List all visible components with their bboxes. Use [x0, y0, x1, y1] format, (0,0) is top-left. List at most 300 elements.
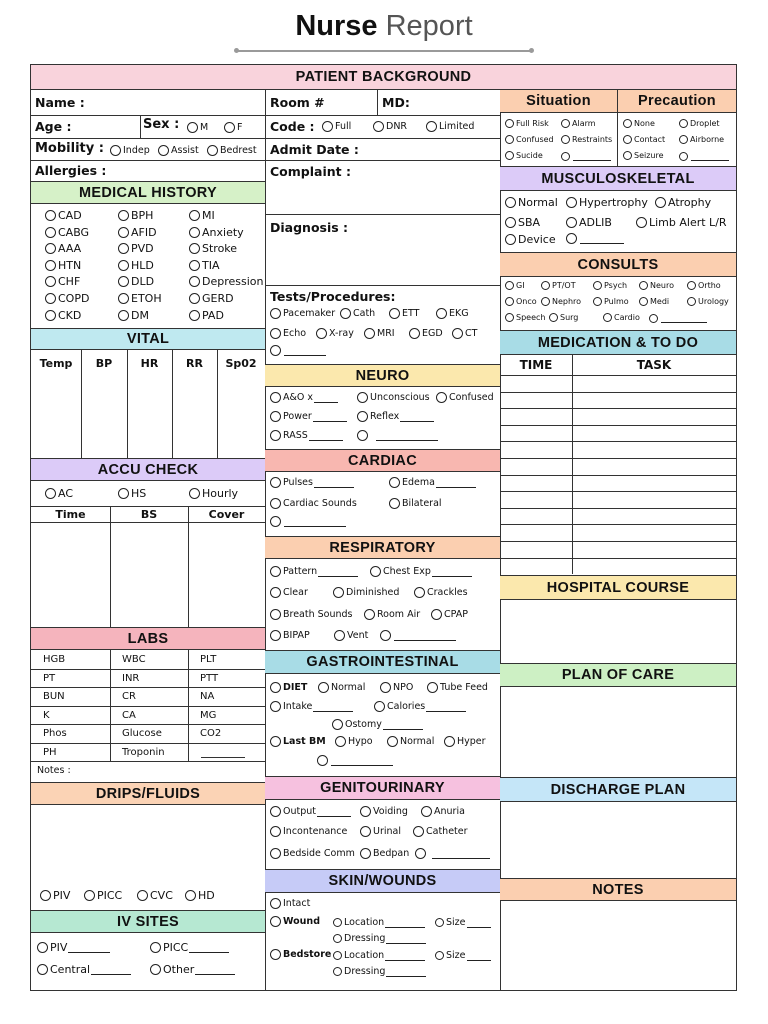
- vital-col-hr: HR: [140, 357, 159, 370]
- radio-icon: [603, 313, 612, 322]
- labs-header: LABS: [31, 627, 265, 650]
- neuro-confused[interactable]: Confused: [436, 392, 494, 403]
- radio-icon: [687, 281, 696, 290]
- title-divider: [236, 50, 532, 52]
- resp-breath[interactable]: Breath Sounds: [270, 609, 353, 620]
- radio-icon: [431, 609, 442, 620]
- radio-icon: [270, 328, 281, 339]
- musculo-sba[interactable]: SBA: [505, 216, 540, 229]
- lab-cell[interactable]: PT: [43, 672, 56, 684]
- musculo-device[interactable]: Device: [505, 233, 556, 246]
- lab-cell[interactable]: K: [43, 709, 50, 721]
- radio-icon: [189, 276, 200, 287]
- age-label[interactable]: Age :: [35, 119, 72, 134]
- code-dnr[interactable]: DNR: [373, 121, 407, 132]
- resp-room-air[interactable]: Room Air: [364, 609, 420, 620]
- medical-history-pvd[interactable]: PVD: [118, 242, 154, 255]
- lab-cell[interactable]: CA: [122, 709, 136, 721]
- gastro-normal[interactable]: Normal: [318, 682, 365, 693]
- medical-history-ckd[interactable]: CKD: [45, 309, 81, 322]
- resp-other[interactable]: [380, 630, 456, 641]
- genito-bedpan[interactable]: Bedpan: [360, 848, 409, 859]
- cardiac-edema[interactable]: Edema: [389, 477, 476, 488]
- radio-icon: [45, 227, 56, 238]
- radio-icon: [335, 736, 346, 747]
- radio-icon: [118, 227, 129, 238]
- vital-col-temp: Temp: [39, 357, 73, 370]
- consult-neuro[interactable]: Neuro: [639, 281, 674, 290]
- radio-icon: [150, 942, 161, 953]
- room-label[interactable]: Room #: [270, 95, 325, 110]
- gastro-tube[interactable]: Tube Feed: [427, 682, 488, 693]
- gastro-intake[interactable]: Intake: [270, 701, 353, 712]
- consult-other[interactable]: [649, 313, 707, 323]
- radio-icon: [189, 488, 200, 499]
- accu-col-time: Time: [55, 508, 86, 521]
- precaution-none[interactable]: None: [623, 119, 655, 128]
- radio-icon: [270, 630, 281, 641]
- radio-icon: [158, 145, 169, 156]
- test-pacemaker[interactable]: Pacemaker: [270, 308, 335, 319]
- neuro-power[interactable]: Power: [270, 411, 347, 422]
- test-mri[interactable]: MRI: [364, 328, 395, 339]
- consult-pulmo[interactable]: Pulmo: [593, 297, 629, 306]
- radio-icon: [270, 898, 281, 909]
- consult-gi[interactable]: GI: [505, 281, 525, 290]
- radio-icon: [566, 233, 577, 244]
- hospital-course-header: HOSPITAL COURSE: [500, 575, 736, 600]
- radio-icon: [380, 682, 391, 693]
- cardiac-header: CARDIAC: [265, 449, 500, 472]
- resp-chest[interactable]: Chest Exp: [370, 566, 472, 577]
- lab-cell[interactable]: Glucose: [122, 728, 162, 739]
- vital-col-rr: RR: [186, 357, 203, 370]
- hospital-course-area[interactable]: [500, 600, 736, 663]
- test-xray[interactable]: X-ray: [316, 328, 354, 339]
- radio-icon: [270, 516, 281, 527]
- radio-icon: [270, 308, 281, 319]
- radio-icon: [187, 122, 198, 133]
- sex-option-f[interactable]: F: [224, 122, 242, 133]
- radio-icon: [118, 210, 129, 221]
- gastro-ostomy[interactable]: Ostomy: [332, 719, 423, 730]
- lab-cell[interactable]: BUN: [43, 691, 65, 702]
- consult-nephro[interactable]: Nephro: [541, 297, 581, 306]
- page-title: [0, 10, 768, 43]
- accu-hourly[interactable]: Hourly: [189, 487, 238, 500]
- situation-alarm[interactable]: Alarm: [561, 119, 596, 128]
- lab-cell[interactable]: INR: [122, 672, 140, 684]
- radio-icon: [360, 826, 371, 837]
- cardiac-other[interactable]: [270, 516, 346, 527]
- gastro-other[interactable]: [317, 755, 393, 766]
- gastro-last-bm[interactable]: Last BM: [270, 736, 326, 747]
- test-egd[interactable]: EGD: [409, 328, 443, 339]
- gastro-diet[interactable]: DIET: [270, 682, 307, 693]
- accu-ac[interactable]: AC: [45, 487, 73, 500]
- lab-cell[interactable]: PH: [43, 746, 57, 758]
- radio-icon: [45, 260, 56, 271]
- medical-history-stroke[interactable]: Stroke: [189, 242, 237, 255]
- lab-cell[interactable]: Troponin: [122, 746, 165, 758]
- radio-icon: [333, 934, 342, 943]
- radio-icon: [270, 587, 281, 598]
- radio-icon: [224, 122, 235, 133]
- consult-cardio[interactable]: Cardio: [603, 313, 640, 322]
- precaution-airborne[interactable]: Airborne: [679, 135, 724, 144]
- medical-history-copd[interactable]: COPD: [45, 292, 89, 305]
- genito-other[interactable]: [415, 848, 490, 859]
- notes-area[interactable]: [500, 901, 736, 990]
- lab-cell[interactable]: MG: [200, 709, 217, 721]
- radio-icon: [110, 145, 121, 156]
- tests-label: Tests/Procedures:: [270, 289, 396, 304]
- resp-clear[interactable]: Clear: [270, 587, 308, 598]
- situation-full-risk[interactable]: Full Risk: [505, 119, 549, 128]
- radio-icon: [333, 587, 344, 598]
- radio-icon: [189, 227, 200, 238]
- medical-history-hld[interactable]: HLD: [118, 259, 154, 272]
- consult-onco[interactable]: Onco: [505, 297, 537, 306]
- gastro-normal-bm[interactable]: Normal: [387, 736, 434, 747]
- radio-icon: [566, 217, 577, 228]
- mobility-assist[interactable]: Assist: [158, 145, 199, 156]
- code-label: Code :: [270, 119, 315, 134]
- musculo-limb-alert[interactable]: Limb Alert L/R: [636, 216, 727, 229]
- lab-cell[interactable]: NA: [200, 691, 215, 702]
- radio-icon: [505, 217, 516, 228]
- complaint-label[interactable]: Complaint :: [270, 164, 351, 179]
- consult-ptot[interactable]: PT/OT: [541, 281, 576, 290]
- musculo-adlib[interactable]: ADLIB: [566, 216, 612, 229]
- title-light: Report: [385, 10, 473, 42]
- lab-cell[interactable]: PTT: [200, 672, 219, 684]
- radio-icon: [415, 848, 426, 859]
- radio-icon: [639, 297, 648, 306]
- medical-history-chf[interactable]: CHF: [45, 275, 80, 288]
- lab-cell[interactable]: Phos: [43, 728, 67, 739]
- mobility-indep[interactable]: Indep: [110, 145, 150, 156]
- radio-icon: [505, 313, 514, 322]
- medication-col-task: TASK: [636, 358, 672, 372]
- resp-bipap[interactable]: BIPAP: [270, 630, 310, 641]
- medical-history-bph[interactable]: BPH: [118, 209, 153, 222]
- radio-icon: [357, 411, 368, 422]
- resp-vent[interactable]: Vent: [334, 630, 368, 641]
- patient-background-header: PATIENT BACKGROUND: [31, 65, 736, 90]
- medical-history-afid[interactable]: AFID: [118, 226, 157, 239]
- medical-history-dm[interactable]: DM: [118, 309, 149, 322]
- neuro-header: NEURO: [265, 364, 500, 387]
- radio-icon: [541, 297, 550, 306]
- medical-history-depression[interactable]: Depression: [189, 275, 264, 288]
- radio-icon: [427, 682, 438, 693]
- radio-icon: [387, 736, 398, 747]
- cardiac-sounds[interactable]: Cardiac Sounds: [270, 498, 357, 509]
- name-label[interactable]: Name :: [35, 95, 85, 110]
- neuro-ao[interactable]: A&O x: [270, 392, 338, 403]
- medical-history-etoh[interactable]: ETOH: [118, 292, 162, 305]
- situation-sucide[interactable]: Sucide: [505, 151, 543, 160]
- test-echo[interactable]: Echo: [270, 328, 306, 339]
- medical-history-tia[interactable]: TIA: [189, 259, 220, 272]
- drips-hd[interactable]: HD: [185, 889, 215, 902]
- wound-location[interactable]: Location: [333, 917, 425, 928]
- radio-icon: [270, 949, 281, 960]
- radio-icon: [322, 121, 333, 132]
- accu-col-bs: BS: [140, 508, 158, 521]
- precaution-contact[interactable]: Contact: [623, 135, 665, 144]
- genito-incontenance[interactable]: Incontenance: [270, 826, 347, 837]
- gastro-calories[interactable]: Calories: [374, 701, 466, 712]
- test-ct[interactable]: CT: [452, 328, 477, 339]
- radio-icon: [270, 477, 281, 488]
- radio-icon: [270, 609, 281, 620]
- radio-icon: [549, 313, 558, 322]
- radio-icon: [118, 260, 129, 271]
- wound-dressing[interactable]: Dressing: [333, 933, 426, 944]
- radio-icon: [318, 682, 329, 693]
- radio-icon: [426, 121, 437, 132]
- radio-icon: [270, 736, 281, 747]
- radio-icon: [40, 890, 51, 901]
- lab-cell[interactable]: CO2: [200, 728, 222, 739]
- genito-anuria[interactable]: Anuria: [421, 806, 465, 817]
- diagnosis-label[interactable]: Diagnosis :: [270, 220, 349, 235]
- medical-history-mi[interactable]: MI: [189, 209, 215, 222]
- radio-icon: [185, 890, 196, 901]
- consult-surg[interactable]: Surg: [549, 313, 578, 322]
- lab-cell[interactable]: CR: [122, 691, 136, 702]
- radio-icon: [270, 806, 281, 817]
- consult-medi[interactable]: Medi: [639, 297, 669, 306]
- radio-icon: [623, 119, 632, 128]
- resp-crackles[interactable]: Crackles: [414, 587, 468, 598]
- skin-header: SKIN/WOUNDS: [265, 869, 500, 893]
- radio-icon: [593, 297, 602, 306]
- code-limited[interactable]: Limited: [426, 121, 474, 132]
- radio-icon: [505, 297, 514, 306]
- radio-icon: [360, 848, 371, 859]
- genito-urinal[interactable]: Urinal: [360, 826, 401, 837]
- medical-history-pad[interactable]: PAD: [189, 309, 224, 322]
- consult-psych[interactable]: Psych: [593, 281, 627, 290]
- radio-icon: [413, 826, 424, 837]
- lab-cell[interactable]: PLT: [200, 654, 217, 665]
- precaution-droplet[interactable]: Droplet: [679, 119, 720, 128]
- radio-icon: [270, 826, 281, 837]
- iv-picc[interactable]: PICC: [150, 941, 229, 954]
- radio-icon: [189, 260, 200, 271]
- md-label[interactable]: MD:: [382, 95, 410, 110]
- radio-icon: [333, 967, 342, 976]
- musculo-atrophy[interactable]: Atrophy: [655, 196, 711, 209]
- precaution-seizure[interactable]: Seizure: [623, 151, 664, 160]
- radio-icon: [45, 210, 56, 221]
- lab-cell[interactable]: WBC: [122, 654, 146, 665]
- radio-icon: [45, 293, 56, 304]
- test-ekg[interactable]: EKG: [436, 308, 469, 319]
- precaution-other[interactable]: [679, 151, 729, 161]
- situation-confused[interactable]: Confused: [505, 135, 554, 144]
- musculo-other[interactable]: [566, 233, 624, 244]
- radio-icon: [561, 135, 570, 144]
- radio-icon: [118, 276, 129, 287]
- radio-icon: [679, 135, 688, 144]
- bedstore-location[interactable]: Location: [333, 950, 425, 961]
- radio-icon: [679, 152, 688, 161]
- radio-icon: [333, 918, 342, 927]
- medical-history-anxiety[interactable]: Anxiety: [189, 226, 244, 239]
- precaution-header: Precaution: [618, 90, 736, 113]
- mobility-bedrest[interactable]: Bedrest: [207, 145, 257, 156]
- radio-icon: [150, 964, 161, 975]
- genito-voiding[interactable]: Voiding: [360, 806, 408, 817]
- radio-icon: [189, 293, 200, 304]
- radio-icon: [373, 121, 384, 132]
- radio-icon: [332, 719, 343, 730]
- skin-intact[interactable]: Intact: [270, 898, 310, 909]
- neuro-unconscious[interactable]: Unconscious: [357, 392, 430, 403]
- resp-diminished[interactable]: Diminished: [333, 587, 399, 598]
- lab-cell[interactable]: HGB: [43, 654, 66, 665]
- medical-history-cad[interactable]: CAD: [45, 209, 82, 222]
- radio-icon: [380, 630, 391, 641]
- wound-size[interactable]: Size: [435, 917, 491, 928]
- medical-history-aaa[interactable]: AAA: [45, 242, 81, 255]
- radio-icon: [45, 276, 56, 287]
- bedstore-dressing[interactable]: Dressing: [333, 966, 426, 977]
- bedstore-size[interactable]: Size: [435, 950, 491, 961]
- radio-icon: [687, 297, 696, 306]
- genito-catheter[interactable]: Catheter: [413, 826, 468, 837]
- labs-notes[interactable]: Notes :: [37, 765, 71, 776]
- musculo-normal[interactable]: Normal: [505, 196, 558, 209]
- radio-icon: [623, 151, 632, 160]
- radio-icon: [593, 281, 602, 290]
- radio-icon: [566, 197, 577, 208]
- radio-icon: [270, 848, 281, 859]
- skin-wound[interactable]: Wound: [270, 916, 320, 927]
- radio-icon: [84, 890, 95, 901]
- vital-col-bp: BP: [95, 357, 113, 370]
- radio-icon: [270, 916, 281, 927]
- radio-icon: [360, 806, 371, 817]
- test-ett[interactable]: ETT: [389, 308, 419, 319]
- radio-icon: [189, 243, 200, 254]
- medical-history-gerd[interactable]: GERD: [189, 292, 234, 305]
- drips-picc[interactable]: PICC: [84, 889, 122, 902]
- iv-sites-header: IV SITES: [31, 910, 265, 933]
- radio-icon: [118, 293, 129, 304]
- vital-header: VITAL: [31, 328, 265, 350]
- neuro-other[interactable]: [357, 430, 438, 441]
- radio-icon: [435, 918, 444, 927]
- radio-icon: [370, 566, 381, 577]
- musculo-header: MUSCULOSKELETAL: [500, 166, 736, 191]
- situation-header: Situation: [500, 90, 617, 113]
- radio-icon: [623, 135, 632, 144]
- radio-icon: [505, 135, 514, 144]
- drips-piv[interactable]: PIV: [40, 889, 70, 902]
- gastro-hyper[interactable]: Hyper: [444, 736, 486, 747]
- radio-icon: [270, 498, 281, 509]
- radio-icon: [334, 630, 345, 641]
- medical-history-cabg[interactable]: CABG: [45, 226, 89, 239]
- genito-output[interactable]: Output: [270, 806, 351, 817]
- medical-history-dld[interactable]: DLD: [118, 275, 154, 288]
- gastro-hypo[interactable]: Hypo: [335, 736, 373, 747]
- mobility-label: Mobility :: [35, 141, 104, 156]
- consult-ortho[interactable]: Ortho: [687, 281, 721, 290]
- notes-header: NOTES: [500, 878, 736, 901]
- radio-icon: [189, 210, 200, 221]
- accu-hs[interactable]: HS: [118, 487, 146, 500]
- radio-icon: [364, 328, 375, 339]
- situation-restraints[interactable]: Restraints: [561, 135, 612, 144]
- radio-icon: [505, 234, 516, 245]
- gastro-npo[interactable]: NPO: [380, 682, 413, 693]
- iv-central[interactable]: Central: [37, 963, 131, 976]
- radio-icon: [118, 243, 129, 254]
- neuro-reflex[interactable]: Reflex: [357, 411, 434, 422]
- radio-icon: [270, 392, 281, 403]
- musculo-hypertrophy[interactable]: Hypertrophy: [566, 196, 648, 209]
- consult-urology[interactable]: Urology: [687, 297, 729, 306]
- accu-check-header: ACCU CHECK: [31, 458, 265, 481]
- plan-of-care-area[interactable]: [500, 687, 736, 777]
- iv-other[interactable]: Other: [150, 963, 235, 976]
- cardiac-bilateral[interactable]: Bilateral: [389, 498, 442, 509]
- skin-bedstore[interactable]: Bedstore: [270, 949, 331, 960]
- radio-icon: [505, 151, 514, 160]
- radio-icon: [37, 964, 48, 975]
- discharge-plan-header: DISCHARGE PLAN: [500, 777, 736, 802]
- radio-icon: [270, 345, 281, 356]
- report-form: [30, 64, 737, 991]
- medical-history-htn[interactable]: HTN: [45, 259, 81, 272]
- radio-icon: [655, 197, 666, 208]
- radio-icon: [444, 736, 455, 747]
- accu-col-cover: Cover: [208, 508, 245, 521]
- genito-bedside[interactable]: Bedside Comm: [270, 848, 355, 859]
- situation-other[interactable]: [561, 151, 611, 161]
- radio-icon: [436, 392, 447, 403]
- tests-other[interactable]: [270, 345, 326, 356]
- resp-pattern[interactable]: Pattern: [270, 566, 358, 577]
- iv-piv[interactable]: PIV: [37, 941, 110, 954]
- radio-icon: [357, 430, 368, 441]
- resp-cpap[interactable]: CPAP: [431, 609, 468, 620]
- allergies-label[interactable]: Allergies :: [35, 163, 107, 178]
- test-cath[interactable]: Cath: [340, 308, 375, 319]
- cardiac-pulses[interactable]: Pulses: [270, 477, 354, 488]
- consult-speech[interactable]: Speech: [505, 313, 545, 322]
- radio-icon: [270, 430, 281, 441]
- radio-icon: [364, 609, 375, 620]
- radio-icon: [679, 119, 688, 128]
- drips-cvc[interactable]: CVC: [137, 889, 173, 902]
- discharge-plan-area[interactable]: [500, 802, 736, 878]
- vital-col-spo2: Sp02: [225, 357, 257, 370]
- radio-icon: [207, 145, 218, 156]
- neuro-rass[interactable]: RASS: [270, 430, 343, 441]
- code-full[interactable]: Full: [322, 121, 351, 132]
- admit-date-label[interactable]: Admit Date :: [270, 142, 359, 157]
- sex-option-m[interactable]: M: [187, 122, 208, 133]
- medication-header: MEDICATION & TO DO: [500, 330, 736, 355]
- medical-history-header: MEDICAL HISTORY: [31, 181, 265, 204]
